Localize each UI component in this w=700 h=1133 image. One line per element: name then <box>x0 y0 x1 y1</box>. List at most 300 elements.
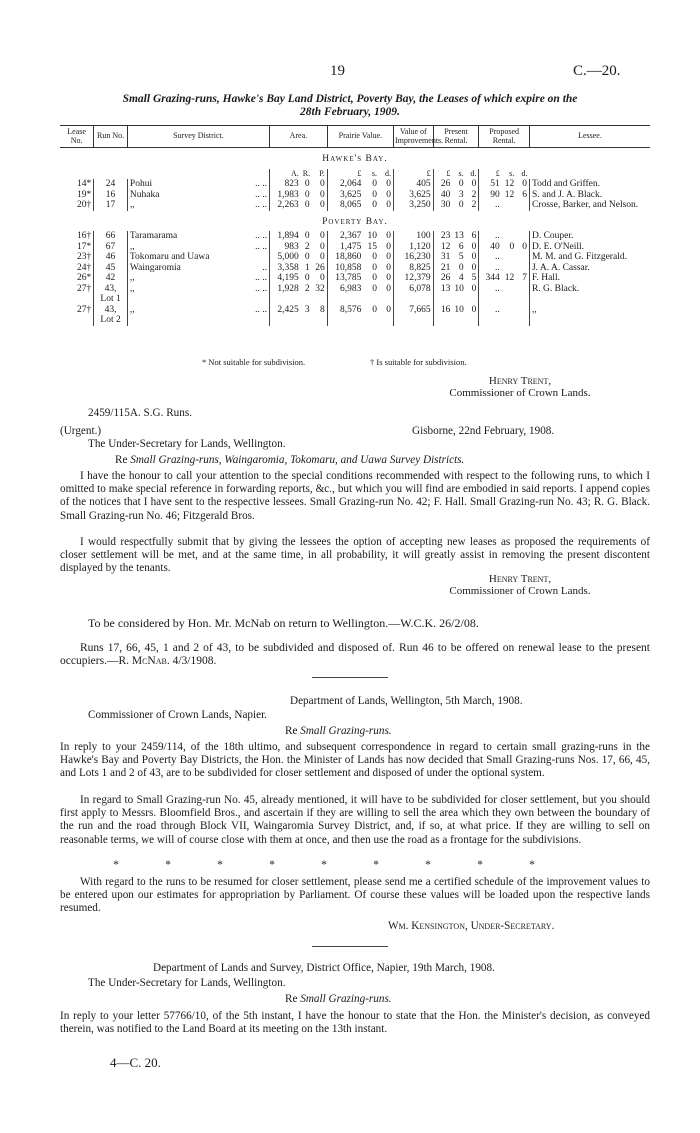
minute-mcnab-consideration: To be considered by Hon. Mr. McNab on return to Wellington.—W.C.K. 26/2/08. <box>88 616 479 630</box>
cell-area-perches: 0 <box>320 231 325 241</box>
cell-present-pence: 0 <box>471 304 477 315</box>
letter2-paragraph-1: In reply to your 2459/114, of the 18th ultimo, and subsequent correspondence in regard to certain small grazing-runs in the Hawke's Bay and Poverty Bay Districts, the Hon. the Minister of Lands has now decided that Small Grazing-runs Nos. 17, 66, 45, and Lots 1 and 2 of 43, are to be subdivided for closer settlement and disposed of under the optional system. <box>60 741 650 780</box>
cell-area-roods <box>301 315 312 326</box>
cell-proposed-pounds: .. <box>479 200 502 211</box>
unit-label: s. <box>509 168 515 178</box>
table-row <box>60 273 650 284</box>
cell-lease-no: 16† <box>76 231 92 241</box>
letter1-urgent: (Urgent.) <box>60 425 102 437</box>
cell-proposed-shillings: 12 <box>504 273 515 283</box>
cell-run-no: 42 <box>94 273 128 284</box>
table-header-row <box>60 126 650 148</box>
star: * <box>321 859 327 871</box>
cell-survey-district <box>127 200 269 211</box>
letter1-reference: 2459/115A. S.G. Runs. <box>88 407 193 419</box>
cell-lease-no: 19* <box>76 189 92 200</box>
cell-present-pounds: 21 <box>433 263 452 274</box>
cell-survey-district <box>127 242 269 253</box>
table-row <box>60 315 650 326</box>
cell-present-shillings: 0 <box>458 179 464 189</box>
cell-prairie-pence: 0 <box>386 262 391 273</box>
cell-present-pence <box>466 294 479 305</box>
letter1-paragraph-1: I have the honour to call your attention to the special conditions recommended with respect to the following runs, to which I omitted to make special reference in forwarding reports, &c., but which you will find are embodied in said reports. I append copies of the notices that I have sent to the respective lessees. Small Grazing-run No. 42; F. Hall. Small Grazing-run No. 43; R. G. Black. Small Grazing-run No. 46; Fitzgerald Bros. <box>60 470 650 522</box>
letter1-subject <box>115 454 464 467</box>
cell-run-no: 16 <box>94 190 128 201</box>
letter1-addressee: The Under-Secretary for Lands, Wellington. <box>88 438 286 450</box>
district-name: Pohui <box>129 179 153 189</box>
cell-proposed-pence <box>516 263 529 274</box>
cell-proposed-shillings <box>502 284 516 295</box>
cell-lessee: M. M. and G. Fitzgerald. <box>529 252 650 263</box>
cell-present-shillings: 6 <box>458 241 464 252</box>
cell-lease-no <box>60 315 94 326</box>
cell-prairie-pounds: 8,576 <box>327 305 363 316</box>
cell-prairie-pounds <box>327 315 363 326</box>
unit-label: £ <box>393 169 433 180</box>
cell-lessee: Todd and Griffen. <box>529 179 650 190</box>
cell-area-perches: 0 <box>320 273 325 283</box>
header-prairie-value: Prairie Value. <box>327 126 393 148</box>
unit-label: £ <box>479 169 502 180</box>
footnote-suitable: † Is suitable for subdivision. <box>370 357 467 367</box>
cell-prairie-shillings: 0 <box>372 179 377 189</box>
district-name: Taramarama <box>129 231 178 241</box>
star: * <box>529 859 535 871</box>
table-row <box>60 242 650 253</box>
cell-proposed-pounds: .. <box>479 305 502 316</box>
cell-proposed-pounds: 40 <box>479 242 502 253</box>
cell-present-pounds: 13 <box>433 284 452 295</box>
header-run-no: Run No. <box>94 126 128 148</box>
cell-proposed-shillings: 12 <box>504 179 515 189</box>
cell-present-pence: 2 <box>471 200 477 210</box>
cell-area-acres <box>269 294 300 305</box>
cell-present-pounds: 31 <box>433 252 452 263</box>
divider <box>312 946 388 947</box>
leader-dots: .. <box>262 262 267 273</box>
leader-dots: .. .. <box>255 304 267 315</box>
table-row <box>60 200 650 211</box>
omission-stars <box>90 859 558 872</box>
cell-improvements: 8,825 <box>393 263 433 274</box>
cell-run-no: Lot 2 <box>94 315 128 326</box>
cell-present-shillings: 10 <box>454 283 464 294</box>
cell-improvements: 6,078 <box>393 284 433 295</box>
cell-proposed-pence <box>516 284 529 295</box>
cell-improvements <box>393 294 433 305</box>
cell-prairie-shillings: 15 <box>367 241 377 252</box>
cell-area-roods: 0 <box>304 189 310 200</box>
cell-proposed-shillings <box>502 315 516 326</box>
cell-prairie-shillings: 10 <box>367 231 377 241</box>
letter2-place-date: Department of Lands, Wellington, 5th March, 1908. <box>290 695 523 707</box>
signature-title: Commissioner of Crown Lands. <box>449 387 591 399</box>
cell-proposed-pence: 0 <box>522 179 527 189</box>
header-improvements: Value of Improvements. <box>393 126 433 148</box>
unit-label <box>94 169 128 180</box>
divider <box>312 677 388 678</box>
cell-run-no: 45 <box>94 263 128 274</box>
cell-prairie-pounds: 8,065 <box>327 200 363 211</box>
cell-prairie-pounds: 13,785 <box>327 273 363 284</box>
district-name: ,, <box>129 304 135 315</box>
cell-area-roods: 3 <box>304 304 310 315</box>
table-row <box>60 190 650 201</box>
letter2-subject-text: Small Grazing-runs. <box>300 725 392 737</box>
cell-lease-no: 27† <box>76 283 92 294</box>
letter3-subject <box>285 993 392 1006</box>
cell-proposed-pence: 6 <box>522 189 527 200</box>
re-label: Re <box>285 993 298 1005</box>
signature-trent-2 <box>420 573 620 597</box>
district-name: ,, <box>129 200 135 210</box>
cell-survey-district <box>127 315 269 326</box>
cell-survey-district <box>127 231 269 242</box>
cell-run-no: 66 <box>94 231 128 242</box>
header-area: Area. <box>269 126 327 148</box>
cell-prairie-pounds: 10,858 <box>327 263 363 274</box>
cell-area-acres: 3,358 <box>269 263 300 274</box>
star: * <box>373 859 379 871</box>
cell-proposed-shillings: 0 <box>509 241 515 252</box>
cell-proposed-pence <box>516 200 529 211</box>
cell-present-pence: 0 <box>471 252 477 262</box>
unit-label: P. <box>319 168 325 178</box>
cell-present-pence <box>466 315 479 326</box>
cell-prairie-pence: 0 <box>386 283 391 294</box>
letter1-place-date: Gisborne, 22nd February, 1908. <box>412 425 555 437</box>
cell-prairie-shillings: 0 <box>372 252 377 262</box>
star: * <box>477 859 483 871</box>
cell-lease-no: 24† <box>76 262 92 273</box>
cell-prairie-pence: 0 <box>386 179 391 189</box>
cell-improvements: 100 <box>393 231 433 242</box>
cell-area-perches: 26 <box>315 262 325 273</box>
table-title <box>58 93 642 119</box>
page-footer: 4—C. 20. <box>110 1055 161 1070</box>
cell-area-acres: 2,425 <box>269 305 300 316</box>
cell-run-no: 24 <box>94 179 128 190</box>
cell-prairie-pounds: 2,064 <box>327 179 363 190</box>
leader-dots: .. .. <box>255 200 267 210</box>
leader-dots: .. .. <box>255 273 267 283</box>
cell-survey-district <box>127 305 269 316</box>
cell-area-perches: 0 <box>320 189 325 200</box>
table-title-line-1: Small Grazing-runs, Hawke's Bay Land District, Poverty Bay, the Leases of which expire on the <box>122 93 578 105</box>
cell-present-pounds: 26 <box>433 273 452 284</box>
star: * <box>269 859 275 871</box>
cell-proposed-pence <box>516 305 529 316</box>
cell-lessee: D. Couper. <box>529 231 650 242</box>
letter3-paragraph-1: In reply to your letter 57766/10, of the 5th instant, I have the honour to state that the Hon. the Minister's decision, as conveyed therein, was notified to the Land Board at its meeting on the 13th instant. <box>60 1010 650 1036</box>
letter2-paragraph-2: In regard to Small Grazing-run No. 45, already mentioned, it will have to be subdivided for closer settlement, but you should first apply to Messrs. Bloomfield Bros., and ascertain if they are willing to sell the area which they own between the boundary of the run and the road through Block VII, Waingaromia Survey District, and, if so, at what price. If they are willing to sell on reasonable terms, we will of course close with them at once, and then use the road as a frontage for the subdivisions. <box>60 794 650 846</box>
cell-proposed-pence <box>516 315 529 326</box>
table-row <box>60 294 650 305</box>
table-body <box>60 148 650 326</box>
section-name: Hawke's Bay. <box>322 154 388 164</box>
star: * <box>217 859 223 871</box>
table-title-line-2: 28th February, 1909. <box>300 106 400 118</box>
cell-area-acres: 1,983 <box>269 190 300 201</box>
header-present-rental: Present Rental. <box>433 126 479 148</box>
table-row <box>60 231 650 242</box>
cell-prairie-pence: 0 <box>386 252 391 262</box>
cell-lessee <box>529 294 650 305</box>
district-name: Tokomaru and Uawa <box>129 252 210 262</box>
cell-area-roods <box>301 294 312 305</box>
leader-dots: .. .. <box>255 231 267 241</box>
cell-improvements: 3,625 <box>393 190 433 201</box>
minute-signature: R. McNab. <box>118 655 170 668</box>
cell-lessee <box>529 315 650 326</box>
cell-lessee: Crosse, Barker, and Nelson. <box>529 200 650 211</box>
cell-present-pounds: 30 <box>433 200 452 211</box>
district-name: ,, <box>129 283 135 294</box>
cell-proposed-shillings <box>502 294 516 305</box>
cell-proposed-shillings: 12 <box>504 189 515 200</box>
cell-area-perches: 0 <box>320 200 325 210</box>
leader-dots: .. .. <box>255 179 267 189</box>
cell-present-shillings <box>452 315 465 326</box>
page-reference: C.—20. <box>573 63 621 79</box>
cell-area-perches <box>312 294 328 305</box>
cell-proposed-pounds <box>479 315 502 326</box>
leader-dots: .. .. <box>255 241 267 252</box>
cell-prairie-pence <box>379 315 393 326</box>
cell-lessee: J. A. A. Cassar. <box>529 263 650 274</box>
cell-present-pounds: 26 <box>433 179 452 190</box>
cell-survey-district <box>127 190 269 201</box>
cell-proposed-pence: 0 <box>522 241 527 252</box>
cell-lessee: R. G. Black. <box>529 284 650 295</box>
table-row <box>60 179 650 190</box>
cell-present-pounds: 16 <box>433 305 452 316</box>
cell-prairie-shillings <box>363 294 379 305</box>
header-survey-district: Survey District. <box>127 126 269 148</box>
cell-lease-no: 26* <box>76 273 92 283</box>
cell-proposed-shillings <box>502 200 516 211</box>
cell-area-acres: 1,894 <box>269 231 300 242</box>
cell-prairie-shillings: 0 <box>372 200 377 210</box>
cell-lessee: ,, <box>529 305 650 316</box>
cell-proposed-shillings <box>502 263 516 274</box>
cell-present-pence: 6 <box>471 231 477 241</box>
cell-lease-no: 14* <box>76 179 92 189</box>
section-header-row <box>60 211 650 232</box>
cell-area-roods: 0 <box>304 179 310 189</box>
cell-run-no: Lot 1 <box>94 294 128 305</box>
header-lessee: Lessee. <box>529 126 650 148</box>
cell-run-no: 46 <box>94 252 128 263</box>
cell-present-pounds: 40 <box>433 190 452 201</box>
footnote-not-suitable: * Not suitable for subdivision. <box>202 357 306 367</box>
cell-present-shillings: 13 <box>454 231 464 241</box>
cell-improvements: 3,250 <box>393 200 433 211</box>
page-number: 19 <box>330 63 345 79</box>
cell-improvements: 7,665 <box>393 305 433 316</box>
cell-prairie-pence: 0 <box>386 200 391 210</box>
cell-proposed-pence <box>516 294 529 305</box>
header-proposed-rental: Proposed Rental. <box>479 126 530 148</box>
table-row <box>60 252 650 263</box>
cell-area-perches <box>312 315 328 326</box>
cell-survey-district <box>127 263 269 274</box>
minute-text: Runs 17, 66, 45, 1 and 2 of 43, to be subdivided and disposed of. Run 46 to be offered on renewal lease to the present occupiers.— <box>60 642 650 668</box>
cell-present-pounds: 23 <box>433 231 452 242</box>
letter2-addressee: Commissioner of Crown Lands, Napier. <box>88 709 267 721</box>
signature-name: Henry Trent, <box>488 375 552 387</box>
cell-lease-no: 20† <box>76 200 92 210</box>
unit-label: £ <box>433 169 452 180</box>
cell-area-perches: 0 <box>320 241 325 252</box>
cell-prairie-pence <box>379 294 393 305</box>
unit-label <box>60 169 94 180</box>
cell-prairie-shillings: 0 <box>372 283 377 294</box>
table-row <box>60 263 650 274</box>
cell-present-shillings: 3 <box>458 189 464 200</box>
cell-present-shillings: 5 <box>458 252 464 262</box>
re-label: Re <box>115 454 128 466</box>
signature-title: Commissioner of Crown Lands. <box>449 585 591 597</box>
cell-prairie-pence: 0 <box>386 189 391 200</box>
letter2-subject <box>285 725 392 738</box>
cell-present-shillings: 0 <box>458 262 464 273</box>
district-name: Nuhaka <box>129 189 160 200</box>
cell-proposed-pounds: 51 <box>479 179 502 190</box>
cell-proposed-pounds: .. <box>479 231 502 242</box>
cell-proposed-pence <box>516 231 529 242</box>
cell-lease-no: 17* <box>76 241 92 252</box>
cell-present-pence: 0 <box>471 283 477 294</box>
cell-improvements: 16,230 <box>393 252 433 263</box>
cell-area-roods: 0 <box>304 231 310 241</box>
cell-proposed-pounds: .. <box>479 284 502 295</box>
letter1-subject-text: Small Grazing-runs, Waingaromia, Tokomaru, and Uawa Survey Districts. <box>130 454 465 466</box>
letter3-subject-text: Small Grazing-runs. <box>300 993 392 1005</box>
cell-proposed-shillings <box>502 305 516 316</box>
unit-label <box>127 169 269 180</box>
re-label: Re <box>285 725 298 737</box>
cell-area-perches: 8 <box>320 304 325 315</box>
table-row <box>60 284 650 295</box>
letter3-addressee: The Under-Secretary for Lands, Wellington. <box>88 977 286 989</box>
cell-proposed-pounds: 344 <box>479 273 502 284</box>
cell-present-pence: 0 <box>471 241 477 252</box>
cell-area-roods: 0 <box>304 200 310 210</box>
cell-area-acres: 823 <box>269 179 300 190</box>
cell-lessee: F. Hall. <box>529 273 650 284</box>
star: * <box>165 859 171 871</box>
cell-prairie-shillings: 0 <box>372 189 377 200</box>
section-header-row <box>60 148 650 169</box>
cell-area-perches: 0 <box>320 179 325 189</box>
star: * <box>425 859 431 871</box>
cell-lease-no: 27† <box>76 304 92 315</box>
table-row <box>60 305 650 316</box>
cell-prairie-pounds: 1,475 <box>327 242 363 253</box>
cell-run-no: 17 <box>94 200 128 211</box>
minute-date: 4/3/1908. <box>169 655 217 668</box>
cell-improvements: 12,379 <box>393 273 433 284</box>
cell-area-acres <box>269 315 300 326</box>
signature-name: Henry Trent, <box>488 573 552 585</box>
cell-prairie-shillings: 0 <box>372 304 377 315</box>
grazing-runs-table <box>60 125 650 326</box>
cell-survey-district <box>127 284 269 295</box>
cell-present-pence: 0 <box>471 262 477 273</box>
leader-dots: .. .. <box>255 189 267 200</box>
cell-area-acres: 983 <box>269 242 300 253</box>
cell-area-roods: 0 <box>304 273 310 283</box>
minute-subdivision-decision <box>60 642 650 668</box>
letter3-place-date: Department of Lands and Survey, District Office, Napier, 19th March, 1908. <box>153 962 495 974</box>
section-name: Poverty Bay. <box>322 216 388 227</box>
unit-label: d. <box>384 168 391 178</box>
cell-area-roods: 1 <box>304 262 310 273</box>
signature-kensington: Wm. Kensington, Under-Secretary. <box>388 920 555 932</box>
unit-label: R. <box>302 168 311 178</box>
cell-improvements: 1,120 <box>393 242 433 253</box>
star: * <box>113 859 119 871</box>
cell-area-acres: 1,928 <box>269 284 300 295</box>
cell-prairie-shillings: 0 <box>372 273 377 283</box>
cell-run-no: 67 <box>94 242 128 253</box>
cell-improvements: 405 <box>393 179 433 190</box>
district-name: ,, <box>129 241 135 252</box>
cell-present-pence: 0 <box>471 179 477 189</box>
cell-present-shillings: 0 <box>458 200 464 210</box>
unit-label: d. <box>521 168 528 178</box>
signature-trent-1 <box>420 375 620 399</box>
cell-present-shillings: 10 <box>454 304 464 315</box>
unit-label: A. <box>269 169 300 180</box>
cell-proposed-pounds: .. <box>479 263 502 274</box>
cell-area-perches: 0 <box>320 252 325 262</box>
cell-proposed-pounds <box>479 294 502 305</box>
cell-area-roods: 2 <box>304 283 310 294</box>
unit-label: s. <box>458 168 464 178</box>
district-name: ,, <box>129 273 135 283</box>
cell-proposed-shillings <box>502 231 516 242</box>
letter2-paragraph-3: With regard to the runs to be resumed for closer settlement, please send me a certified schedule of the improvement values to be entered upon our estimates for appropriation by Parliament. Of course these values will be loaded upon the respective lands resumed. <box>60 876 650 915</box>
cell-prairie-pence: 0 <box>386 241 391 252</box>
cell-present-pounds <box>433 294 452 305</box>
cell-improvements <box>393 315 433 326</box>
cell-present-shillings: 4 <box>458 273 464 283</box>
unit-label <box>529 169 650 180</box>
unit-label: £ <box>327 169 363 180</box>
cell-prairie-pence: 0 <box>386 273 391 283</box>
cell-survey-district <box>127 179 269 190</box>
leader-dots: .. .. <box>255 283 267 294</box>
cell-proposed-pounds: 90 <box>479 190 502 201</box>
district-name: Waingaromia <box>129 262 181 273</box>
cell-area-roods: 0 <box>304 252 310 262</box>
cell-lease-no <box>60 294 94 305</box>
cell-survey-district <box>127 273 269 284</box>
cell-prairie-pounds: 6,983 <box>327 284 363 295</box>
letter1-paragraph-2: I would respectfully submit that by giving the lessees the option of accepting new leases as proposed the requirements of closer settlement will be met, and at the same time, in all probability, it will greatly assist in removing the present discontent displayed by the tenants. <box>60 536 650 575</box>
cell-proposed-pounds: .. <box>479 252 502 263</box>
cell-prairie-pounds: 3,625 <box>327 190 363 201</box>
cell-present-pence: 5 <box>471 273 477 283</box>
cell-prairie-pence: 0 <box>386 231 391 241</box>
cell-present-pounds: 12 <box>433 242 452 253</box>
cell-prairie-pence: 0 <box>386 304 391 315</box>
cell-prairie-pounds <box>327 294 363 305</box>
cell-lessee: S. and J. A. Black. <box>529 190 650 201</box>
unit-label: d. <box>470 168 477 178</box>
